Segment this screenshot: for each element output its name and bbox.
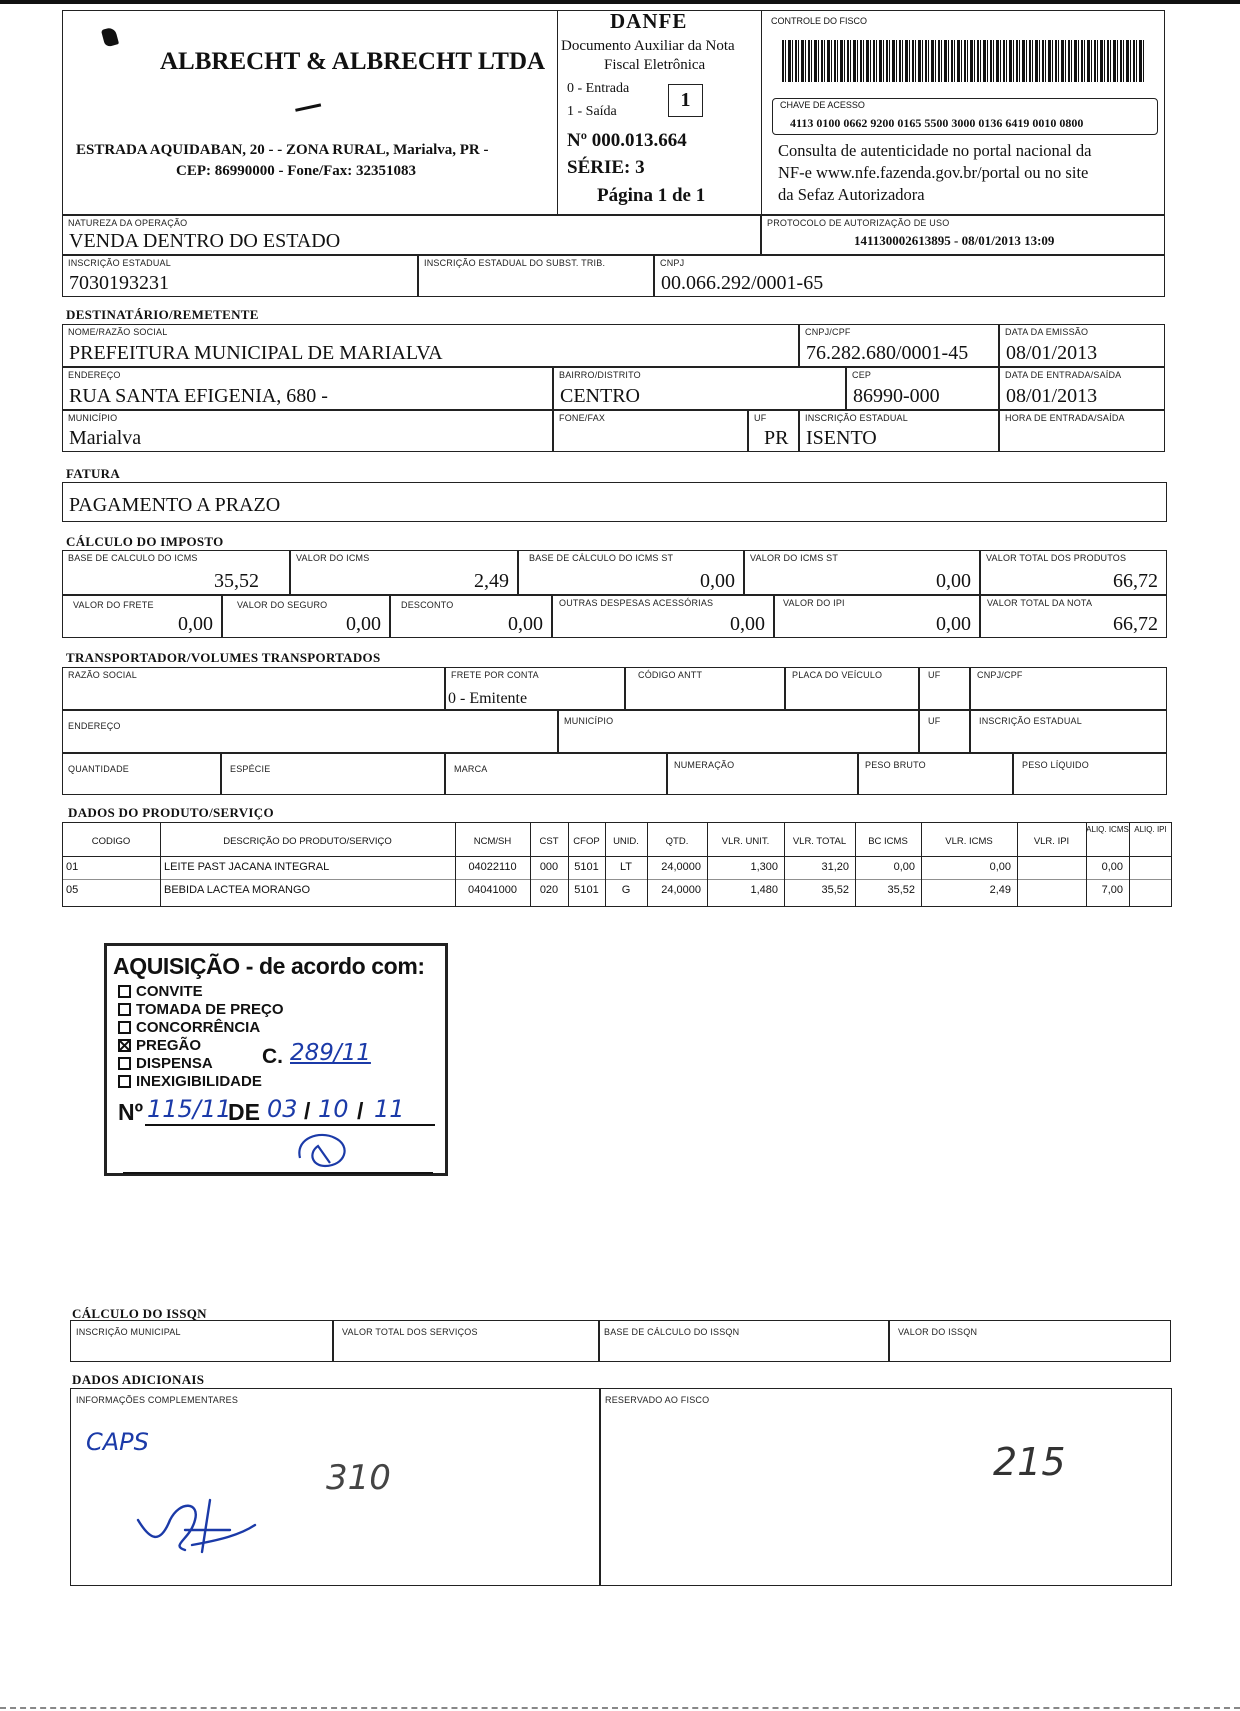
- tipo-box: 1: [668, 84, 703, 117]
- produtos-column-header: NCM/SH: [473, 836, 512, 847]
- transp-endereco-field: ENDEREÇO: [62, 710, 558, 753]
- issqn-base-field: BASE DE CÁLCULO DO ISSQN: [599, 1320, 889, 1362]
- protocolo-value: 141130002613895 - 08/01/2013 13:09: [854, 233, 1055, 248]
- dest-emissao-value: 08/01/2013: [1006, 342, 1098, 364]
- protocolo-field: PROTOCOLO DE AUTORIZAÇÃO DE USO 141130002613895 - 08/01/2013 13:09: [761, 215, 1165, 255]
- transp-peso-bruto-field: PESO BRUTO: [858, 753, 1013, 795]
- total-produtos-field: VALOR TOTAL DOS PRODUTOS 66,72: [980, 550, 1167, 595]
- section-imposto: CÁLCULO DO IMPOSTO: [66, 534, 224, 549]
- transp-placa-field: PLACA DO VEÍCULO: [785, 667, 919, 710]
- seguro-value: 0,00: [346, 613, 381, 635]
- fatura-value: PAGAMENTO A PRAZO: [69, 494, 281, 516]
- stamp-title: AQUISIÇÃO - de acordo com:: [113, 953, 425, 979]
- danfe-subtitle-1: Documento Auxiliar da Nota: [561, 38, 735, 54]
- produto-cell: 1,300: [750, 861, 778, 873]
- produtos-column-header: VLR. TOTAL: [792, 836, 847, 847]
- seguro-field: VALOR DO SEGURO 0,00: [222, 595, 390, 638]
- section-destinatario: DESTINATÁRIO/REMETENTE: [66, 307, 259, 322]
- transp-peso-liquido-field: PESO LÍQUIDO: [1013, 753, 1167, 795]
- produtos-column-header: CFOP: [573, 836, 600, 847]
- transp-numeracao-field: NUMERAÇÃO: [667, 753, 858, 795]
- stamp-option-dispensa: DISPENSA: [118, 1055, 284, 1073]
- produto-descricao: LEITE PAST JACANA INTEGRAL: [164, 861, 330, 873]
- checkbox-concorrencia: [118, 1021, 131, 1034]
- stamp-date-year: 11: [374, 1095, 405, 1123]
- frete-field: VALOR DO FRETE 0,00: [62, 595, 222, 638]
- valor-icms-field: VALOR DO ICMS 2,49: [290, 550, 518, 595]
- checkbox-tomada: [118, 1003, 131, 1016]
- stamp-date-day: 03: [267, 1095, 298, 1123]
- dest-hora-field: HORA DE ENTRADA/SAÍDA: [999, 410, 1165, 452]
- ie-value: 7030193231: [69, 272, 169, 294]
- produto-cell: 000: [539, 861, 559, 873]
- dest-entrada-value: 08/01/2013: [1006, 385, 1098, 407]
- stamp-date-sep1: /: [304, 1098, 311, 1124]
- produto-cell: 020: [539, 884, 559, 896]
- danfe-title: DANFE: [610, 9, 688, 33]
- produtos-column-header: ALIQ. IPI: [1134, 825, 1167, 834]
- transp-cnpj-field: CNPJ/CPF: [970, 667, 1167, 710]
- valor-icms-value: 2,49: [474, 570, 509, 592]
- handwritten-signature: [130, 1490, 260, 1565]
- produto-cell: 0,00: [893, 861, 915, 873]
- transp-antt-field: CÓDIGO ANTT: [625, 667, 785, 710]
- ie-field: INSCRIÇÃO ESTADUAL 7030193231: [62, 255, 418, 297]
- checkbox-convite: [118, 985, 131, 998]
- company-cep-phone: CEP: 86990000 - Fone/Fax: 32351083: [176, 163, 416, 179]
- valor-st-field: VALOR DO ICMS ST 0,00: [744, 550, 980, 595]
- dest-uf-value: PR: [764, 427, 789, 449]
- total-nota-field: VALOR TOTAL DA NOTA 66,72: [980, 595, 1167, 638]
- dest-ie-value: ISENTO: [806, 427, 877, 449]
- frete-value: 0,00: [178, 613, 213, 635]
- base-icms-value: 35,52: [214, 570, 259, 592]
- checkbox-inexigibilidade: [118, 1075, 131, 1088]
- section-adicionais: DADOS ADICIONAIS: [72, 1372, 205, 1387]
- page-top-edge: [0, 0, 1240, 4]
- produto-descricao: BEBIDA LACTEA MORANGO: [164, 884, 311, 896]
- produto-cell: 2,49: [989, 884, 1011, 896]
- page-bottom-edge: [0, 1707, 1240, 1709]
- stamp-date-sep2: /: [357, 1098, 364, 1124]
- danfe-subtitle-2: Fiscal Eletrônica: [604, 57, 706, 73]
- produto-cell: 24,0000: [661, 884, 701, 896]
- produtos-row-divider: [62, 879, 1172, 880]
- stamp-date-underline: [145, 1124, 435, 1126]
- consulta-line-1: Consulta de autenticidade no portal nacional da: [778, 141, 1092, 160]
- produtos-column-divider: [160, 822, 161, 907]
- produtos-column-header: QTD.: [665, 836, 689, 847]
- dest-fone-field: FONE/FAX: [553, 410, 748, 452]
- produto-cell: 01: [66, 861, 79, 873]
- dest-nome-value: PREFEITURA MUNICIPAL DE MARIALVA: [69, 342, 443, 364]
- desconto-field: DESCONTO 0,00: [390, 595, 552, 638]
- stamp-signature-line: [123, 1172, 433, 1174]
- consulta-line-2: NF-e www.nfe.fazenda.gov.br/portal ou no site: [778, 163, 1089, 182]
- stamp-signature: [290, 1128, 360, 1172]
- checkbox-dispensa: [118, 1057, 131, 1070]
- produto-cell: 35,52: [887, 884, 915, 896]
- consulta-line-3: da Sefaz Autorizadora: [778, 185, 925, 204]
- entrada-label: 0 - Entrada: [567, 81, 630, 96]
- produtos-column-header: VLR. ICMS: [945, 836, 993, 847]
- stamp-de-label: DE: [228, 1099, 260, 1125]
- cnpj-emitente-value: 00.066.292/0001-65: [661, 272, 824, 294]
- produtos-column-header: VLR. UNIT.: [721, 836, 770, 847]
- stamp-c-value: 289/11: [290, 1040, 371, 1066]
- checkbox-pregao-checked: [118, 1039, 131, 1052]
- natureza-value: VENDA DENTRO DO ESTADO: [69, 230, 341, 252]
- transp-marca-field: MARCA: [445, 753, 667, 795]
- produto-cell: LT: [619, 861, 633, 873]
- dest-endereco-field: ENDEREÇO RUA SANTA EFIGENIA, 680 -: [62, 367, 553, 410]
- dest-uf-field: UF PR: [748, 410, 799, 452]
- nf-number: Nº 000.013.664: [567, 130, 687, 151]
- transp-uf2-field: UF: [919, 710, 970, 753]
- produto-cell: G: [621, 884, 631, 896]
- chave-value: 4113 0100 0662 9200 0165 5500 3000 0136 6419 0010 0800: [790, 116, 1084, 130]
- cnpj-emitente-field: CNPJ 00.066.292/0001-65: [654, 255, 1165, 297]
- handwritten-310: 310: [326, 1458, 391, 1498]
- nf-serie: SÉRIE: 3: [567, 157, 645, 178]
- natureza-field: NATUREZA DA OPERAÇÃO VENDA DENTRO DO ESTADO: [62, 215, 761, 255]
- stamp-no-label: Nº: [118, 1099, 144, 1125]
- section-produtos: DADOS DO PRODUTO/SERVIÇO: [68, 805, 274, 820]
- produtos-column-header: CODIGO: [91, 836, 131, 847]
- dest-municipio-value: Marialva: [69, 427, 142, 449]
- base-icms-field: BASE DE CALCULO DO ICMS 35,52: [62, 550, 290, 595]
- produto-cell: 31,20: [821, 861, 849, 873]
- produto-cell: 35,52: [821, 884, 849, 896]
- transp-quantidade-field: QUANTIDADE: [62, 753, 221, 795]
- stamp-option-pregao: PREGÃO: [118, 1037, 284, 1055]
- controle-label: CONTROLE DO FISCO: [771, 16, 868, 26]
- dest-nome-field: NOME/RAZÃO SOCIAL PREFEITURA MUNICIPAL DE MARIALVA: [62, 324, 799, 367]
- stamp-option-inexigibilidade: INEXIGIBILIDADE: [118, 1073, 284, 1091]
- company-address: ESTRADA AQUIDABAN, 20 - - ZONA RURAL, Marialva, PR -: [76, 142, 489, 158]
- handwritten-215: 215: [993, 1440, 1066, 1484]
- stamp-options: [118, 983, 284, 1091]
- dest-bairro-field: BAIRRO/DISTRITO CENTRO: [553, 367, 846, 410]
- produtos-column-header: BC ICMS: [868, 836, 908, 847]
- dest-ie-field: INSCRIÇÃO ESTADUAL ISENTO: [799, 410, 999, 452]
- dest-cnpj-field: CNPJ/CPF 76.282.680/0001-45: [799, 324, 999, 367]
- barcode: [782, 40, 1144, 82]
- section-fatura: FATURA: [66, 466, 121, 481]
- section-issqn: CÁLCULO DO ISSQN: [72, 1306, 207, 1321]
- produtos-column-header: CST: [539, 836, 559, 847]
- produto-cell: 0,00: [1101, 861, 1123, 873]
- dest-emissao-field: DATA DA EMISSÃO 08/01/2013: [999, 324, 1165, 367]
- stamp-option-tomada: TOMADA DE PREÇO: [118, 1001, 284, 1019]
- produtos-column-header: VLR. IPI: [1033, 836, 1070, 847]
- produto-cell: 0,00: [989, 861, 1011, 873]
- produto-cell: 5101: [574, 861, 599, 873]
- produtos-column-divider: [1017, 822, 1018, 907]
- dest-cep-field: CEP 86990-000: [846, 367, 999, 410]
- outras-field: OUTRAS DESPESAS ACESSÓRIAS 0,00: [552, 595, 774, 638]
- base-st-value: 0,00: [700, 570, 735, 592]
- info-complementares-field: INFORMAÇÕES COMPLEMENTARES: [70, 1388, 600, 1586]
- produtos-header-divider: [62, 856, 1172, 857]
- produtos-column-header: UNID.: [613, 836, 639, 847]
- transp-razao-field: RAZÃO SOCIAL: [62, 667, 445, 710]
- transp-especie-field: ESPÉCIE: [221, 753, 445, 795]
- base-st-field: BASE DE CÁLCULO DO ICMS ST 0,00: [518, 550, 744, 595]
- transp-frete-field: FRETE POR CONTA 0 - Emitente: [445, 667, 625, 710]
- valor-st-value: 0,00: [936, 570, 971, 592]
- produto-cell: 24,0000: [661, 861, 701, 873]
- produto-cell: 04022110: [468, 861, 517, 873]
- stamp-c-label: C.: [262, 1045, 283, 1068]
- desconto-value: 0,00: [508, 613, 543, 635]
- produto-cell: 1,480: [750, 884, 778, 896]
- dest-cnpj-value: 76.282.680/0001-45: [806, 342, 969, 364]
- stamp-no-value: 115/11: [147, 1095, 232, 1123]
- stamp-date-month: 10: [318, 1095, 349, 1123]
- dest-endereco-value: RUA SANTA EFIGENIA, 680 -: [69, 385, 328, 407]
- section-transporte: TRANSPORTADOR/VOLUMES TRANSPORTADOS: [66, 650, 381, 665]
- chave-label: CHAVE DE ACESSO: [780, 100, 865, 110]
- produtos-column-header: DESCRIÇÃO DO PRODUTO/SERVIÇO: [223, 836, 392, 847]
- company-name: ALBRECHT & ALBRECHT LTDA: [160, 48, 546, 75]
- transp-frete-value: 0 - Emitente: [448, 690, 528, 707]
- reservado-fisco-field: RESERVADO AO FISCO: [600, 1388, 1172, 1586]
- produto-cell: 05: [66, 884, 79, 896]
- produto-cell: 7,00: [1101, 884, 1123, 896]
- fatura-field: [62, 482, 1167, 522]
- produto-cell: 04041000: [468, 884, 517, 896]
- issqn-im-field: INSCRIÇÃO MUNICIPAL: [70, 1320, 333, 1362]
- total-produtos-value: 66,72: [1113, 570, 1158, 592]
- dest-bairro-value: CENTRO: [560, 385, 640, 407]
- saida-label: 1 - Saída: [567, 104, 617, 119]
- nf-pagina: Página 1 de 1: [597, 185, 706, 206]
- transp-municipio-field: MUNICÍPIO: [558, 710, 919, 753]
- ie-st-field: INSCRIÇÃO ESTADUAL DO SUBST. TRIB.: [418, 255, 654, 297]
- dest-cep-value: 86990-000: [853, 385, 940, 407]
- ipi-value: 0,00: [936, 613, 971, 635]
- stamp-option-concorrencia: CONCORRÊNCIA: [118, 1019, 284, 1037]
- produtos-column-header: ALIQ. ICMS: [1086, 825, 1129, 834]
- issqn-valor-field: VALOR DO ISSQN: [889, 1320, 1171, 1362]
- check-x-icon: [119, 1040, 130, 1051]
- dest-entrada-field: DATA DE ENTRADA/SAÍDA 08/01/2013: [999, 367, 1165, 410]
- stamp-option-convite: CONVITE: [118, 983, 284, 1001]
- transp-uf-field: UF: [919, 667, 970, 710]
- ipi-field: VALOR DO IPI 0,00: [774, 595, 980, 638]
- outras-value: 0,00: [730, 613, 765, 635]
- issqn-servicos-field: VALOR TOTAL DOS SERVIÇOS: [333, 1320, 599, 1362]
- transp-ie-field: INSCRIÇÃO ESTADUAL: [970, 710, 1167, 753]
- handwritten-caps: CAPS: [86, 1428, 149, 1456]
- total-nota-value: 66,72: [1113, 613, 1158, 635]
- dest-municipio-field: MUNICÍPIO Marialva: [62, 410, 553, 452]
- produto-cell: 5101: [574, 884, 599, 896]
